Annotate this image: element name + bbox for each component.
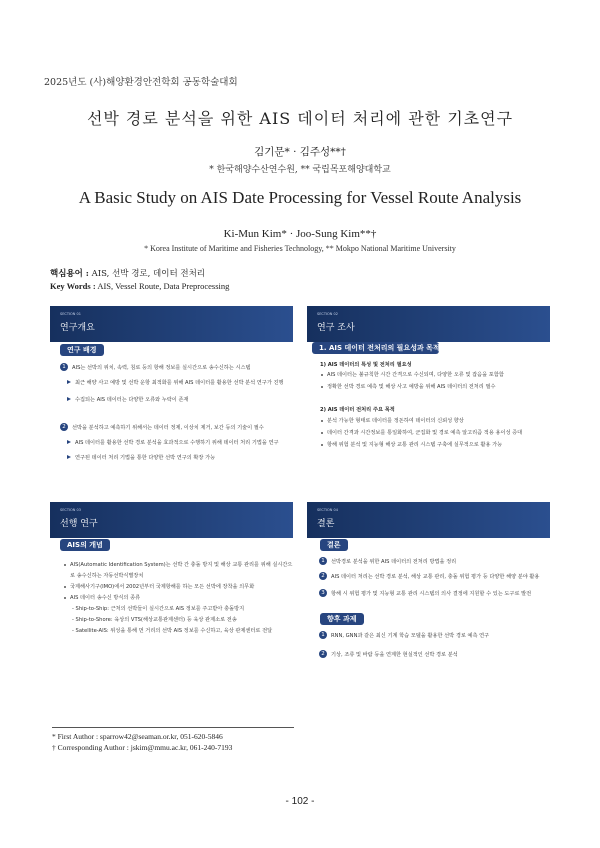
- prior-bullet-1a: AIS(Automatic Identification System)는 선박 간 충돌 방지 및 해상 교통 관리를 위해 실시간으: [70, 562, 293, 568]
- overview-sub-1: 최근 해양 사고 예방 및 선박 운항 최적화를 위해 AIS 데이터를 활용한 선박 분석 연구가 진행: [75, 380, 284, 386]
- panel-title: 선행 연구: [60, 519, 98, 529]
- bullet-dot: [321, 386, 323, 388]
- bullet-dot: [64, 564, 66, 566]
- overview-line-2: 선박을 분석하고 예측하기 위해서는 데이터 정제, 이상치 제거, 보간 등의 기술이 필수: [72, 425, 264, 431]
- bullet-dot: [64, 597, 66, 599]
- arrow-icon: [67, 380, 71, 384]
- future-item-2: 기상, 조류 및 바람 등을 연계한 현실적인 선박 경로 분석: [331, 652, 458, 658]
- keywords-ko-value: AIS, 선박 경로, 데이터 전처리: [91, 269, 205, 279]
- bullet-dot: [321, 432, 323, 434]
- survey-heading-1: 1) AIS 데이터의 특성 및 전처리 필요성: [320, 362, 412, 368]
- affiliation-korean: * 한국해양수산연수원, ** 국립목포해양대학교: [209, 165, 391, 175]
- arrow-icon: [67, 397, 71, 401]
- pill-ais-concept: AIS의 개념: [60, 539, 110, 551]
- authors-korean: 김기문* · 김주성**†: [254, 146, 346, 158]
- footnote-corresponding-author: † Corresponding Author : jskim@mmu.ac.kr, 061-240-7193: [52, 743, 233, 752]
- panel-conclusion: [307, 502, 550, 677]
- prior-bullet-3: AIS 데이터 송수신 방식의 종류: [70, 595, 141, 601]
- prior-bullet-1b: 로 송수신하는 자동선박식별장치: [70, 573, 144, 579]
- title-korean: 선박 경로 분석을 위한 AIS 데이터 처리에 관한 기초연구: [86, 109, 514, 128]
- section-tag: SECTION 01: [60, 312, 81, 316]
- keywords-korean: [50, 267, 205, 279]
- survey-bullet-1: AIS 데이터는 불규칙한 시간 간격으로 수신되며, 다양한 오류 및 잡음을 포함함: [327, 372, 504, 378]
- keywords-en-value: AIS, Vessel Route, Data Preprocessing: [97, 281, 230, 291]
- number-badge: 2: [60, 423, 68, 431]
- panel-title: 결론: [317, 519, 335, 529]
- conclusion-item-2: AIS 데이터 처리는 선박 경로 분석, 해상 교통 관리, 충돌 위험 평가 등 다양한 해양 분야 활용: [331, 574, 540, 580]
- prior-detail-3: - Satellite-AIS: 위성을 통해 먼 거리의 선박 AIS 정보를 수신하고, 육상 관제센터로 전달: [72, 628, 273, 634]
- number-badge: 1: [319, 557, 327, 565]
- footnote-first-author: * First Author : sparrow42@seaman.or.kr, 051-620-5846: [52, 732, 223, 741]
- number-badge: 1: [60, 363, 68, 371]
- survey-bullet-2: 정확한 선박 경로 예측 및 해상 사고 예방을 위해 AIS 데이터의 전처리 필수: [327, 384, 496, 390]
- conclusion-item-1: 선박경로 분석을 위한 AIS 데이터의 전처리 방법을 정리: [331, 559, 457, 565]
- bullet-dot: [64, 586, 66, 588]
- arrow-icon: [67, 440, 71, 444]
- keywords-en-label: Key Words :: [50, 281, 96, 291]
- overview-sub-2: 수집되는 AIS 데이터는 다양한 오류와 누락이 존재: [75, 397, 189, 403]
- prior-bullet-2: 국제해사기구(IMO)에서 2002년부터 국제항해를 하는 모든 선박에 장착을 의무화: [70, 584, 255, 590]
- survey-bullet-5: 항해 위험 분석 및 지능형 해상 교통 관리 시스템 구축에 실무적으로 활용 가능: [327, 442, 503, 448]
- section-tag: SECTION 04: [317, 508, 338, 512]
- panel-research-survey: [307, 306, 550, 481]
- number-badge: 2: [319, 650, 327, 658]
- arrow-icon: [67, 455, 71, 459]
- keywords-english: [50, 281, 229, 291]
- panel-header: [50, 306, 293, 342]
- prior-detail-1: - Ship-to-Ship: 근처의 선박들이 실시간으로 AIS 정보를 주고받아 충돌방지: [72, 606, 245, 612]
- bullet-dot: [321, 444, 323, 446]
- panel-title: 연구 조사: [317, 323, 355, 333]
- survey-heading-2: 2) AIS 데이터 전처리 주요 목적: [320, 407, 395, 413]
- conclusion-item-3: 항해 시 위험 평가 및 지능형 교통 관리 시스템의 의사 결정에 지원할 수 있는 도구로 발전: [331, 591, 532, 597]
- overview-sub-3: AIS 데이터를 활용한 선박 경로 분석을 효과적으로 수행하기 위해 데이터 처리 기법을 연구: [75, 440, 279, 446]
- pill-research-background: 연구 배경: [60, 344, 104, 356]
- survey-bullet-3: 분석 가능한 형태로 데이터를 정돈하여 데이터의 신뢰성 향상: [327, 418, 464, 424]
- section-tag: SECTION 02: [317, 312, 338, 316]
- survey-bullet-4: 데이터 간격과 시간정보를 통일화하여, 군집화 및 경로 예측 알고리즘 적용 용이성 증대: [327, 430, 523, 436]
- prior-detail-2: - Ship-to-Shore: 육상의 VTS(해상교통관제센터) 등 육상 관제소로 전송: [72, 617, 237, 623]
- affiliation-english: * Korea Institute of Maritime and Fisheries Technology, ** Mokpo National Maritime University: [144, 244, 456, 253]
- section-tag: SECTION 03: [60, 508, 81, 512]
- pill-preprocessing-need: 1. AIS 데이터 전처리의 필요성과 목적: [312, 342, 439, 354]
- bullet-dot: [321, 420, 323, 422]
- authors-english: Ki-Mun Kim* · Joo-Sung Kim**†: [223, 228, 377, 240]
- panel-header: [50, 502, 293, 538]
- overview-line-1: AIS는 선박의 위치, 속력, 침로 등의 항해 정보를 실시간으로 송수신하는 시스템: [72, 365, 251, 371]
- panel-title: 연구개요: [60, 323, 95, 333]
- number-badge: 3: [319, 589, 327, 597]
- number-badge: 2: [319, 572, 327, 580]
- number-badge: 1: [319, 631, 327, 639]
- panel-prior-research: [50, 502, 293, 677]
- pill-future-work: 향후 과제: [320, 613, 364, 625]
- footnote-divider: [52, 727, 294, 728]
- panel-research-overview: [50, 306, 293, 481]
- overview-sub-4: 연구된 데이터 처리 기법을 통한 다양한 선박 연구의 확장 가능: [75, 455, 216, 461]
- keywords-ko-label: 핵심용어 :: [50, 269, 89, 279]
- title-english: A Basic Study on AIS Date Processing for Vessel Route Analysis: [78, 188, 522, 207]
- page-number: - 102 -: [285, 796, 315, 807]
- bullet-dot: [321, 374, 323, 376]
- panel-header: [307, 306, 550, 342]
- conference-name: 2025년도 (사)해양환경안전학회 공동학술대회: [44, 77, 238, 88]
- pill-conclusion: 결론: [320, 539, 348, 551]
- future-item-1: RNN, GNN과 같은 최신 기계 학습 모델을 활용한 선박 경로 예측 연구: [331, 633, 490, 639]
- panel-header: [307, 502, 550, 538]
